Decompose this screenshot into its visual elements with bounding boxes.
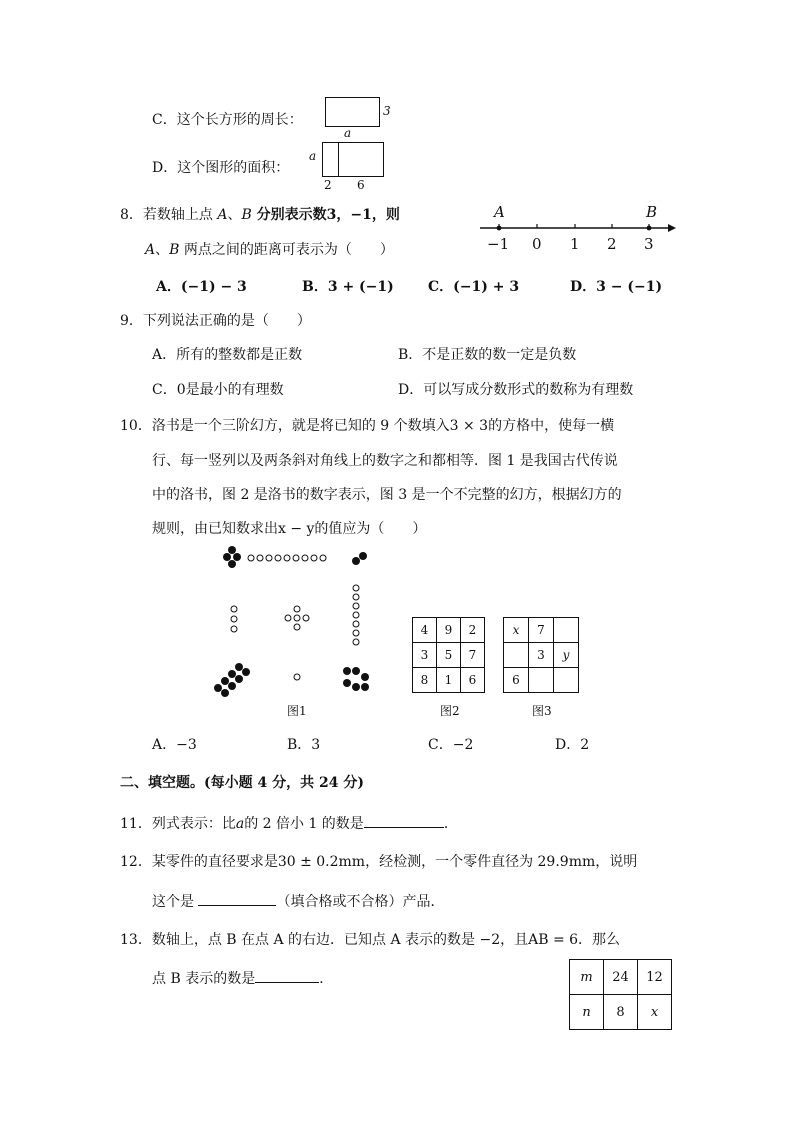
q8-tick-label: 2 xyxy=(607,235,617,253)
q9-stem: 9．下列说法正确的是（ ） xyxy=(120,313,311,329)
q13-cell: 12 xyxy=(638,960,672,995)
fig3-cell: 3 xyxy=(529,643,554,668)
q7-composite-rectangle xyxy=(322,142,384,177)
q9-option-c: C．0是最小的有理数 xyxy=(152,382,284,398)
q7-rectangle xyxy=(325,97,380,127)
q10-option-c: C．−2 xyxy=(428,737,474,753)
q11-answer-blank[interactable] xyxy=(364,813,444,828)
q7-rectangle-side-label: 3 xyxy=(383,104,391,118)
q8-option-a: A．(−1) − 3 xyxy=(156,279,247,295)
q13-cell: 24 xyxy=(604,960,638,995)
q7-rectangle-bottom-label: a xyxy=(344,126,352,140)
q12-answer-blank[interactable] xyxy=(198,891,276,906)
fig2-cell: 1 xyxy=(437,668,461,693)
fig2-magic-square xyxy=(412,617,485,693)
q8-option-d: D．3 − (−1) xyxy=(570,279,663,295)
q7-composite-bottom-right-label: 6 xyxy=(357,178,365,192)
q8-option-c: C．(−1) + 3 xyxy=(428,279,520,295)
q8-axis-label-a: A xyxy=(494,203,505,221)
fig3-cell xyxy=(504,643,529,668)
fig3-cell xyxy=(554,668,579,693)
q10-stem-line1: 10．洛书是一个三阶幻方，就是将已知的 9 个数填入3 × 3的方格中，使每一横 xyxy=(120,418,615,434)
q10-option-d: D．2 xyxy=(555,737,590,753)
q8-axis-label-b: B xyxy=(646,203,658,221)
q9-option-b: B．不是正数的数一定是负数 xyxy=(398,347,577,363)
fig3-cell: x xyxy=(504,618,529,643)
q10-stem-line2: 行、每一竖列以及两条斜对角线上的数字之和都相等．图 1 是我国古代传说 xyxy=(152,453,618,469)
luoshu-figure xyxy=(210,545,385,700)
q8-point-a-dot xyxy=(497,226,502,231)
q8-option-b: B．3 + (−1) xyxy=(302,279,394,295)
q10-stem-line3: 中的洛书，图 2 是洛书的数字表示，图 3 是一个不完整的幻方，根据幻方的 xyxy=(152,487,622,503)
q8-tick-label: −1 xyxy=(487,235,510,253)
fig2-cell: 8 xyxy=(413,668,437,693)
q7-composite-bottom-left-label: 2 xyxy=(324,178,332,192)
fig3-cell: y xyxy=(554,643,579,668)
q13-answer-blank[interactable] xyxy=(255,968,319,983)
fig3-cell xyxy=(529,668,554,693)
q13-cell: x xyxy=(638,995,672,1030)
q13-stem-line2: 点 B 表示的数是 ． xyxy=(152,968,333,989)
fig2-cell: 7 xyxy=(461,643,485,668)
fig3-cell: 6 xyxy=(504,668,529,693)
q7-option-d-label: D．这个图形的面积： xyxy=(152,160,290,176)
q10-stem-line4: 规则，由已知数求出x − y的值应为（ ） xyxy=(152,521,427,537)
q8-tick-label: 0 xyxy=(532,235,542,253)
q10-option-a: A．−3 xyxy=(152,737,197,753)
fig2-caption: 图2 xyxy=(440,704,460,718)
fig2-cell: 6 xyxy=(461,668,485,693)
q8-stem-line2: A、B 两点之间的距离可表示为（ ） xyxy=(145,242,394,258)
q8-point-b-dot xyxy=(647,226,652,231)
q9-option-a: A．所有的整数都是正数 xyxy=(152,347,303,363)
fig2-cell: 9 xyxy=(437,618,461,643)
q11-stem: 11．列式表示：比a的 2 倍小 1 的数是 ． xyxy=(120,813,458,834)
q9-option-d: D．可以写成分数形式的数称为有理数 xyxy=(398,382,634,398)
fig2-cell: 5 xyxy=(437,643,461,668)
fig2-cell: 2 xyxy=(461,618,485,643)
q12-stem-line1: 12．某零件的直径要求是30 ± 0.2mm，经检测，一个零件直径为 29.9mm，说明 xyxy=(120,854,638,870)
fig2-cell: 3 xyxy=(413,643,437,668)
fig3-cell: 7 xyxy=(529,618,554,643)
q8-stem-line1: 8．若数轴上点 A、B 分别表示数3，−1，则 xyxy=(120,207,400,223)
q13-cell: m xyxy=(570,960,604,995)
q8-tick-label: 1 xyxy=(570,235,580,253)
q13-cell: 8 xyxy=(604,995,638,1030)
fig3-cell xyxy=(554,618,579,643)
fig3-magic-square xyxy=(503,617,579,693)
q8-tick-label: 3 xyxy=(644,235,654,253)
q7-divider-line xyxy=(338,142,339,177)
fig2-cell: 4 xyxy=(413,618,437,643)
q10-option-b: B．3 xyxy=(287,737,321,753)
fig1-caption: 图1 xyxy=(287,704,307,718)
q12-stem-line2: 这个是 （填合格或不合格）产品． xyxy=(152,891,444,912)
fig3-caption: 图3 xyxy=(532,704,552,718)
q13-stem-line1: 13．数轴上，点 B 在点 A 的右边．已知点 A 表示的数是 −2，且AB = 6．那么 xyxy=(120,932,621,948)
q7-option-c-label: C．这个长方形的周长： xyxy=(152,112,303,128)
section2-heading: 二、填空题。(每小题 4 分，共 24 分) xyxy=(120,775,364,791)
q13-cell: n xyxy=(570,995,604,1030)
q7-composite-side-label: a xyxy=(309,149,317,163)
q13-table xyxy=(569,959,672,1030)
